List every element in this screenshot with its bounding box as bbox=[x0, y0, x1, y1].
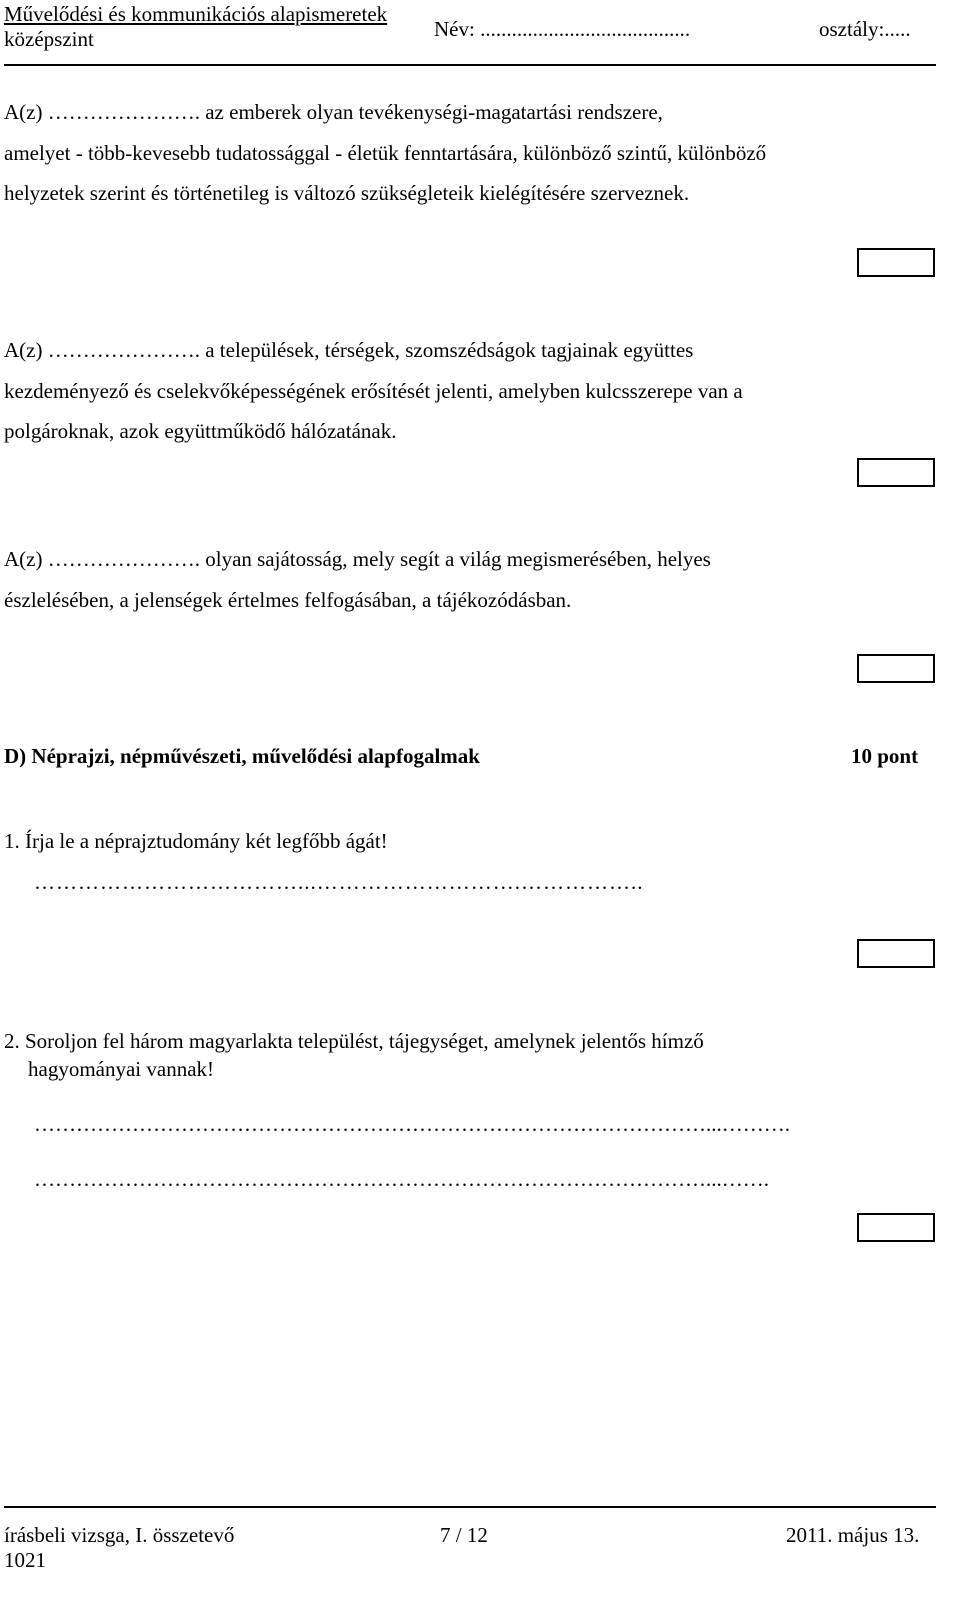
score-box[interactable] bbox=[857, 248, 935, 277]
definition-line: kezdeményező és cselekvőképességének erősítését jelenti, amelyben kulcsszerepe van a bbox=[4, 379, 743, 403]
item-text: az emberek olyan tevékenységi-magatartási rendszere, bbox=[205, 100, 663, 124]
question-2: 2. Soroljon fel három magyarlakta települést, tájegységet, amelynek jelentős hímző bbox=[4, 1029, 704, 1053]
answer-blank[interactable]: …………………. bbox=[47, 547, 200, 571]
item-text: olyan sajátosság, mely segít a világ megismerésében, helyes bbox=[205, 547, 711, 571]
footer-date: 2011. május 13. bbox=[786, 1523, 920, 1547]
score-box[interactable] bbox=[857, 1213, 935, 1242]
item-prefix: A(z) bbox=[4, 100, 43, 124]
score-box[interactable] bbox=[857, 654, 935, 683]
header-level: középszint bbox=[4, 27, 94, 51]
definition-line: polgároknak, azok együttműködő hálózatának. bbox=[4, 419, 397, 443]
definition-line: észlelésében, a jelenségek értelmes felfogásában, a tájékozódásban. bbox=[4, 588, 572, 612]
definition-line: amelyet - több-kevesebb tudatossággal - életük fenntartására, különböző szintű, különböző bbox=[4, 141, 767, 165]
answer-line[interactable]: ……………………………………………………………………………………...………. bbox=[34, 1112, 790, 1136]
footer-page-number: 7 / 12 bbox=[440, 1523, 488, 1547]
item-prefix: A(z) bbox=[4, 547, 43, 571]
header-subject bbox=[4, 3, 387, 26]
question-1: 1. Írja le a néprajztudomány két legfőbb ágát! bbox=[4, 829, 388, 853]
score-box[interactable] bbox=[857, 458, 935, 487]
section-title: D) Néprajzi, népművészeti, művelődési alapfogalmak bbox=[4, 744, 480, 768]
answer-line[interactable]: ………………………………...……………………….…………….. bbox=[34, 870, 644, 894]
definition-item-1 bbox=[4, 92, 663, 132]
definition-item-2 bbox=[4, 330, 693, 370]
answer-blank[interactable]: …………………. bbox=[47, 338, 200, 362]
answer-blank[interactable]: …………………. bbox=[47, 100, 200, 124]
item-prefix: A(z) bbox=[4, 338, 43, 362]
definition-line: helyzetek szerint és történetileg is változó szükségleteik kielégítésére szerveznek. bbox=[4, 181, 690, 205]
footer-exam: írásbeli vizsga, I. összetevő bbox=[4, 1523, 235, 1547]
section-points: 10 pont bbox=[851, 744, 919, 768]
score-box[interactable] bbox=[857, 939, 935, 968]
name-field: Név: ........................................ bbox=[434, 17, 691, 41]
header-subject-title: Művelődési és kommunikációs alapismeretek bbox=[4, 2, 388, 26]
definition-item-3 bbox=[4, 539, 711, 579]
footer-code: 1021 bbox=[4, 1548, 46, 1572]
class-field: osztály:..... bbox=[819, 17, 911, 41]
answer-line[interactable]: ……………………………………………………………………………………...……. bbox=[34, 1167, 769, 1191]
header-rule bbox=[4, 64, 936, 66]
footer-rule bbox=[4, 1506, 936, 1508]
question-2-line: hagyományai vannak! bbox=[28, 1057, 215, 1081]
item-text: a települések, térségek, szomszédságok tagjainak együttes bbox=[205, 338, 694, 362]
